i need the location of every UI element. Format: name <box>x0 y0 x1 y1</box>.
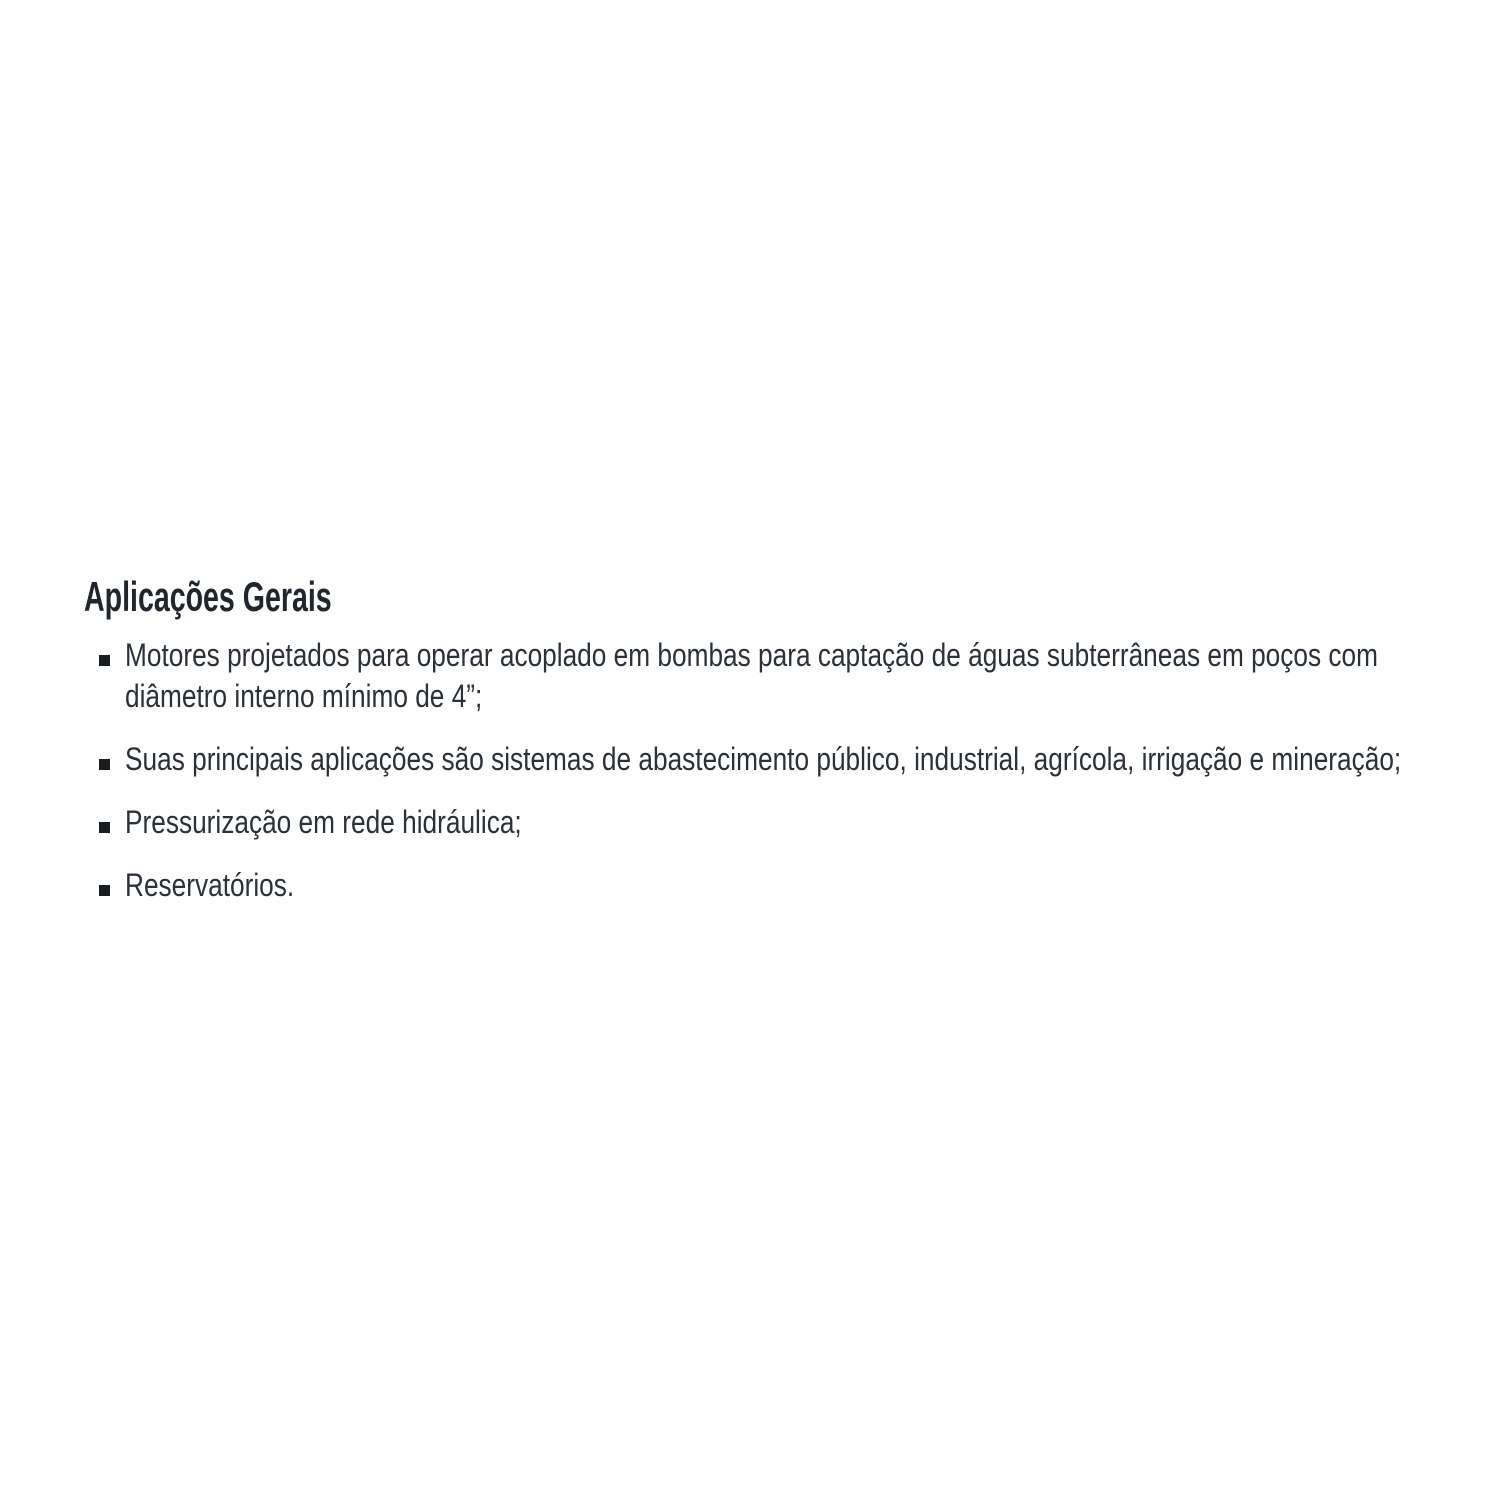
list-item-text: Suas principais aplicações são sistemas de abastecimento público, industrial, agrícola, irrigação e mineração; <box>125 741 1402 777</box>
bullet-square-icon <box>99 885 110 896</box>
section-title <box>84 572 448 622</box>
section-title-text: Aplicações Gerais <box>84 573 332 620</box>
list-item-text: Motores projetados para operar acoplado em bombas para captação de águas subterrâneas em poços com diâmetro interno mínimo de 4”; <box>125 637 1378 714</box>
bullet-square-icon <box>99 822 110 833</box>
list-item <box>84 802 1500 843</box>
bullet-square-icon <box>99 655 110 666</box>
list-item <box>84 739 1500 780</box>
bullet-square-icon <box>99 759 110 770</box>
list-item-text: Pressurização em rede hidráulica; <box>125 804 522 840</box>
list-item-text: Reservatórios. <box>125 867 295 903</box>
applications-list <box>84 635 1500 928</box>
list-item <box>84 865 1500 906</box>
list-item <box>84 635 1500 717</box>
